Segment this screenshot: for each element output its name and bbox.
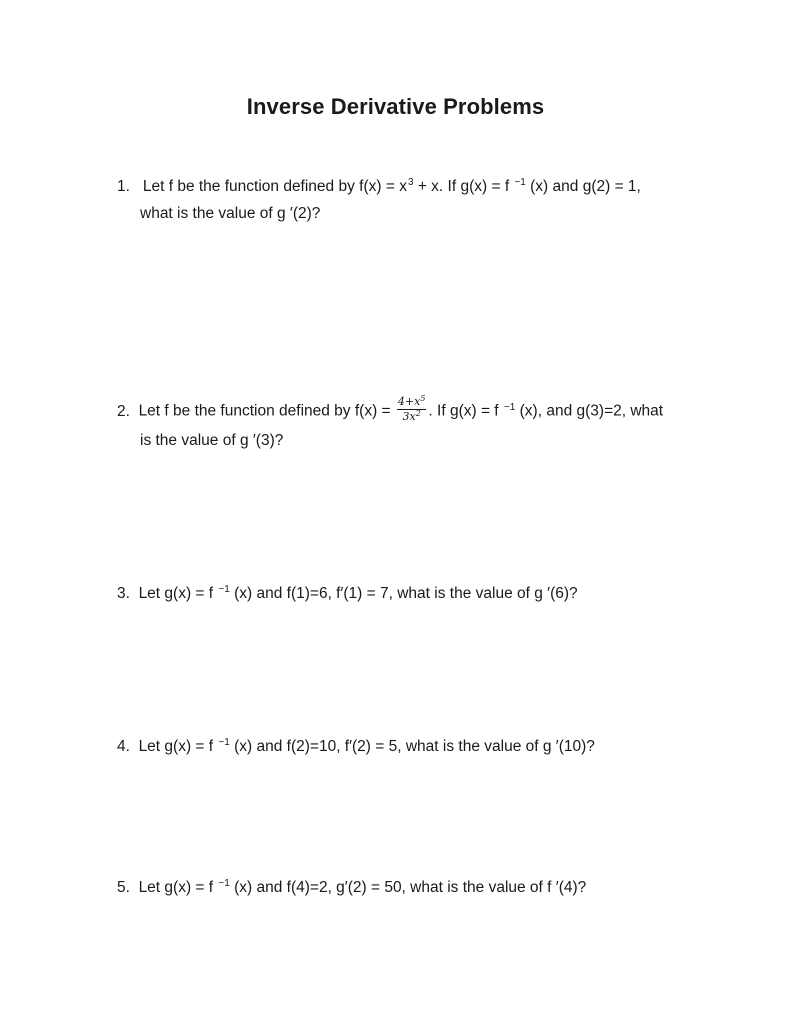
problem-text: (x) and g(2) = 1, — [525, 178, 641, 195]
problem-text: Let g(x) = f — [138, 879, 218, 896]
problem-2 — [117, 394, 664, 427]
problem-text: (x) and f(1)=6, f′(1) = 7, what is the value of g ′(6)? — [229, 585, 578, 602]
problem-number: 5. — [117, 879, 130, 896]
page-title: Inverse Derivative Problems — [246, 94, 545, 119]
problem-number: 1. — [117, 178, 130, 195]
problem-1-continuation: what is the value of g ′(2)? — [140, 205, 321, 222]
problem-1 — [117, 174, 641, 202]
inverse-exponent: −1 — [218, 737, 230, 748]
exponent: 3 — [407, 177, 414, 188]
problem-text: (x) and f(2)=10, f′(2) = 5, what is the value of g ′(10)? — [229, 738, 595, 755]
problem-2-continuation: is the value of g ′(3)? — [140, 432, 284, 449]
problem-text: (x), and g(3)=2, what — [515, 402, 664, 420]
problem-text: Let g(x) = f — [138, 585, 218, 602]
problem-text: Let f be the function defined by f(x) = x — [142, 178, 407, 195]
problem-number: 4. — [117, 738, 130, 755]
problem-text: Let g(x) = f — [138, 738, 218, 755]
inverse-exponent: −1 — [218, 878, 230, 889]
problem-text: . If g(x) = f — [428, 402, 503, 420]
fraction — [397, 395, 427, 424]
problem-4 — [117, 734, 595, 762]
inverse-exponent: −1 — [218, 584, 230, 595]
problem-text: + x. If g(x) = f — [413, 178, 514, 195]
inverse-exponent: −1 — [514, 177, 526, 188]
problem-5 — [117, 875, 586, 903]
fraction-numerator: $4+x^5$ — [397, 394, 426, 408]
inverse-exponent: −1 — [503, 401, 516, 413]
problem-3 — [117, 581, 578, 609]
problem-text: (x) and f(4)=2, g′(2) = 50, what is the value of f ′(4)? — [229, 879, 587, 896]
problem-number: 3. — [117, 585, 130, 602]
problem-number: 2. — [117, 402, 130, 420]
fraction-denominator: $3x^2$ — [402, 409, 421, 423]
problem-text: Let f be the function defined by f(x) = — [138, 402, 395, 420]
